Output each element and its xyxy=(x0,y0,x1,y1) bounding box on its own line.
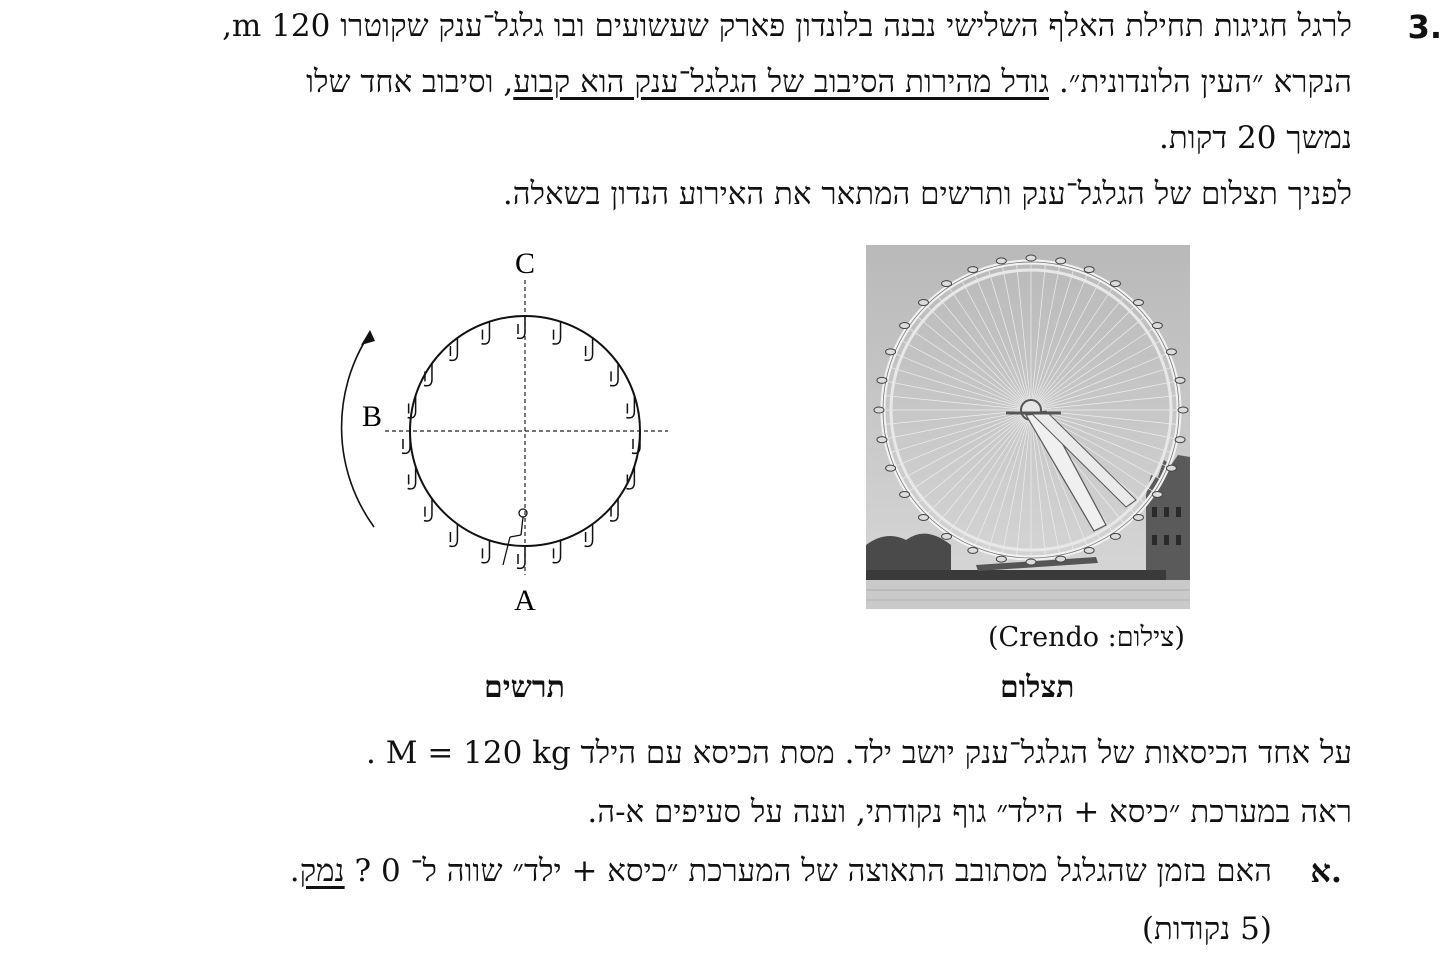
wheel-capsule xyxy=(1175,437,1185,443)
wheel-capsule xyxy=(942,281,952,287)
wheel-capsule xyxy=(996,258,1006,264)
wheel-capsule xyxy=(1178,407,1188,413)
sub-question-a-label: א. xyxy=(1310,852,1342,890)
intro-line-2-plain: הנקרא ״העין הלונדונית״. xyxy=(1048,64,1352,100)
diagram-seat xyxy=(408,467,416,489)
wheel-capsule xyxy=(1133,514,1143,520)
wheel-capsule xyxy=(1084,267,1094,273)
diagram-seat xyxy=(424,499,432,521)
diagram-seat xyxy=(610,363,618,385)
london-eye-photo xyxy=(866,245,1190,609)
photo-credit: (צילום: Crendo) xyxy=(988,622,1185,653)
wheel-capsule xyxy=(1056,556,1066,562)
wheel-capsule xyxy=(900,323,910,329)
sub-question-a-body: האם בזמן שהגלגל מסתובב התאוצה של המערכת ״כיסא + ילד״ שווה ל־ 0 ? xyxy=(344,853,1272,889)
wheel-capsule xyxy=(1166,349,1176,355)
ferris-wheel-diagram xyxy=(300,235,720,625)
sub-question-a-text xyxy=(290,851,1272,891)
diagram-seat xyxy=(553,322,561,344)
wheel-capsule xyxy=(919,514,929,520)
wheel-capsule xyxy=(942,533,952,539)
diagram-seat xyxy=(626,395,634,417)
body-line-2: ראה במערכת ״כיסא + הילד״ גוף נקודתי, וענה על סעיפים א-ה. xyxy=(587,794,1352,830)
diagram-seat xyxy=(585,338,593,360)
wheel-capsule xyxy=(900,491,910,497)
wheel-capsule xyxy=(1152,491,1162,497)
diagram-seat xyxy=(402,431,410,453)
intro-line-2-underlined: גודל מהירות הסיבוב של הגלגל־ענק הוא קבוע xyxy=(513,64,1049,100)
diagram-seat xyxy=(553,540,561,562)
body-line-1: על אחד הכיסאות של הגלגל־ענק יושב ילד. מסת הכיסא עם הילד M = 120 kg . xyxy=(366,735,1352,771)
intro-line-1: לרגל חגיגות תחילת האלף השלישי נבנה בלונדון פארק שעשועים ובו גלגל־ענק שקוטרו 120 m, xyxy=(222,8,1352,44)
diagram-seat xyxy=(517,316,525,338)
wheel-capsule xyxy=(1026,255,1036,261)
diagram-seat xyxy=(610,499,618,521)
wheel-capsule xyxy=(1110,281,1120,287)
wheel-capsule xyxy=(1166,465,1176,471)
wheel-capsule xyxy=(886,465,896,471)
wheel-capsule xyxy=(1152,323,1162,329)
wheel-capsule xyxy=(1026,559,1036,565)
diagram-seat xyxy=(517,546,525,568)
wheel-capsule xyxy=(968,547,978,553)
sub-question-a-end: . xyxy=(289,853,300,889)
wheel-capsule xyxy=(874,407,884,413)
diagram-caption: תרשים xyxy=(484,670,565,705)
wheel-capsule xyxy=(1110,533,1120,539)
wheel-capsule xyxy=(1056,258,1066,264)
point-c-label: C xyxy=(514,247,536,280)
point-b-label: B xyxy=(361,400,383,433)
wheel-capsule xyxy=(919,300,929,306)
wheel-capsule xyxy=(877,377,887,383)
wheel-capsule xyxy=(1175,377,1185,383)
diagram-seat xyxy=(449,524,457,546)
question-number: 3. xyxy=(1407,8,1442,46)
diagram-seat xyxy=(481,540,489,562)
intro-line-2 xyxy=(306,62,1352,102)
wheel-capsule xyxy=(886,349,896,355)
sub-question-a-explain: נמק xyxy=(299,853,345,889)
intro-line-2-end: , וסיבוב אחד שלו xyxy=(306,64,514,100)
sub-question-a-points: (5 נקודות) xyxy=(1141,911,1272,947)
child-figure xyxy=(503,509,527,565)
wheel-capsule xyxy=(1084,547,1094,553)
wheel-capsule xyxy=(968,267,978,273)
point-a-label: A xyxy=(514,584,536,617)
intro-line-3: נמשך 20 דקות. xyxy=(1159,120,1352,156)
wheel-capsule xyxy=(996,556,1006,562)
wheel-capsule xyxy=(877,437,887,443)
intro-line-4: לפניך תצלום של הגלגל־ענק ותרשים המתאר את האירוע הנדון בשאלה. xyxy=(502,176,1352,212)
photo-caption: תצלום xyxy=(1000,670,1075,705)
wheel-capsule xyxy=(1133,300,1143,306)
